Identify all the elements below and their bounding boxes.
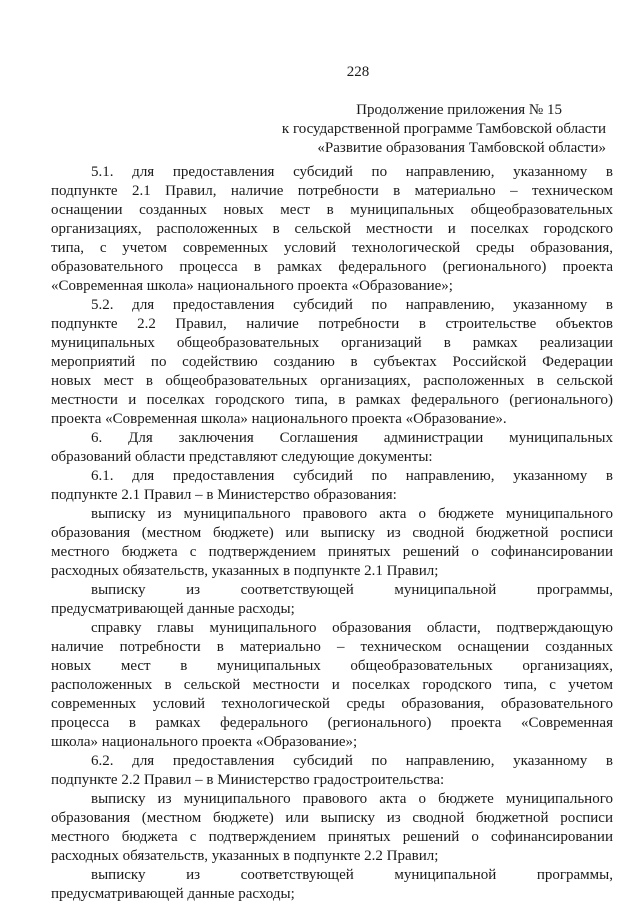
text-line: школа» национального проекта «Образование»; xyxy=(51,734,358,750)
program-reference-line: к государственной программе Тамбовской области xyxy=(281,121,606,137)
text-line: образовательного процесса в рамках федерального (регионального) проекта xyxy=(51,259,613,275)
text-line: 6.1. для предоставления субсидий по направлению, указанному в xyxy=(91,468,613,484)
text-line: 5.2. для предоставления субсидий по направлению, указанному в xyxy=(91,297,613,313)
text-line: образования (местном бюджете) или выписку из сводной бюджетной росписи xyxy=(51,525,613,541)
text-line: выписку из муниципального правового акта о бюджете муниципального xyxy=(91,791,613,807)
text-line: образований области представляют следующие документы: xyxy=(51,449,433,465)
text-line: выписку из муниципального правового акта о бюджете муниципального xyxy=(91,506,613,522)
text-line: «Современная школа» национального проекта «Образование»; xyxy=(51,278,453,294)
text-line: местного бюджета с подтверждением принятых решений о софинансировании xyxy=(51,829,613,845)
text-line: проекта «Современная школа» национального проекта «Образование». xyxy=(51,411,507,427)
text-line: выписку из соответствующей муниципальной программы, xyxy=(91,867,613,883)
text-line: выписку из соответствующей муниципальной программы, xyxy=(91,582,613,598)
text-line: подпункте 2.1 Правил – в Министерство образования: xyxy=(51,487,397,503)
appendix-continuation-title: Продолжение приложения № 15 xyxy=(356,102,562,118)
text-line: муниципальных общеобразовательных организаций в рамках реализации xyxy=(51,335,613,351)
text-line: процесса в рамках федерального (регионального) проекта «Современная xyxy=(51,715,613,731)
text-line: расходных обязательств, указанных в подпункте 2.1 Правил; xyxy=(51,563,439,579)
text-line: местного бюджета с подтверждением принятых решений о софинансировании xyxy=(51,544,613,560)
text-line: 6.2. для предоставления субсидий по направлению, указанному в xyxy=(91,753,613,769)
text-line: расходных обязательств, указанных в подпункте 2.2 Правил; xyxy=(51,848,439,864)
text-line: оснащении созданных новых мест в муниципальных общеобразовательных xyxy=(51,202,613,218)
text-line: предусматривающей данные расходы; xyxy=(51,886,295,902)
text-line: типа, с учетом современных условий технологической среды образования, xyxy=(51,240,613,256)
text-line: местности и поселках городского типа, в рамках федерального (регионального) xyxy=(51,392,613,408)
text-line: 5.1. для предоставления субсидий по направлению, указанному в xyxy=(91,164,613,180)
text-line: мероприятий по содействию созданию в субъектах Российской Федерации xyxy=(51,354,613,370)
text-line: новых мест в муниципальных общеобразовательных организациях, xyxy=(51,658,613,674)
text-line: расположенных в сельской местности и поселках городского типа, с учетом xyxy=(51,677,613,693)
text-line: подпункте 2.2 Правил, наличие потребности в строительстве объектов xyxy=(51,316,613,332)
text-line: предусматривающей данные расходы; xyxy=(51,601,295,617)
text-line: подпункте 2.1 Правил, наличие потребности в материально – техническом xyxy=(51,183,613,199)
page-number: 228 xyxy=(346,64,370,80)
program-name-line: «Развитие образования Тамбовской области» xyxy=(317,140,606,156)
text-line: справку главы муниципального образования области, подтверждающую xyxy=(91,620,613,636)
text-line: современных условий технологической среды образования, образовательного xyxy=(51,696,613,712)
text-line: новых мест в общеобразовательных организациях, расположенных в сельской xyxy=(51,373,613,389)
text-line: организациях, расположенных в сельской местности и поселках городского xyxy=(51,221,613,237)
text-line: наличие потребности в материально – техническом оснащении созданных xyxy=(51,639,613,655)
text-line: подпункте 2.2 Правил – в Министерство градостроительства: xyxy=(51,772,445,788)
text-line: 6. Для заключения Соглашения администрации муниципальных xyxy=(91,430,613,446)
document-body xyxy=(51,163,613,904)
text-line: образования (местном бюджете) или выписку из сводной бюджетной росписи xyxy=(51,810,613,826)
